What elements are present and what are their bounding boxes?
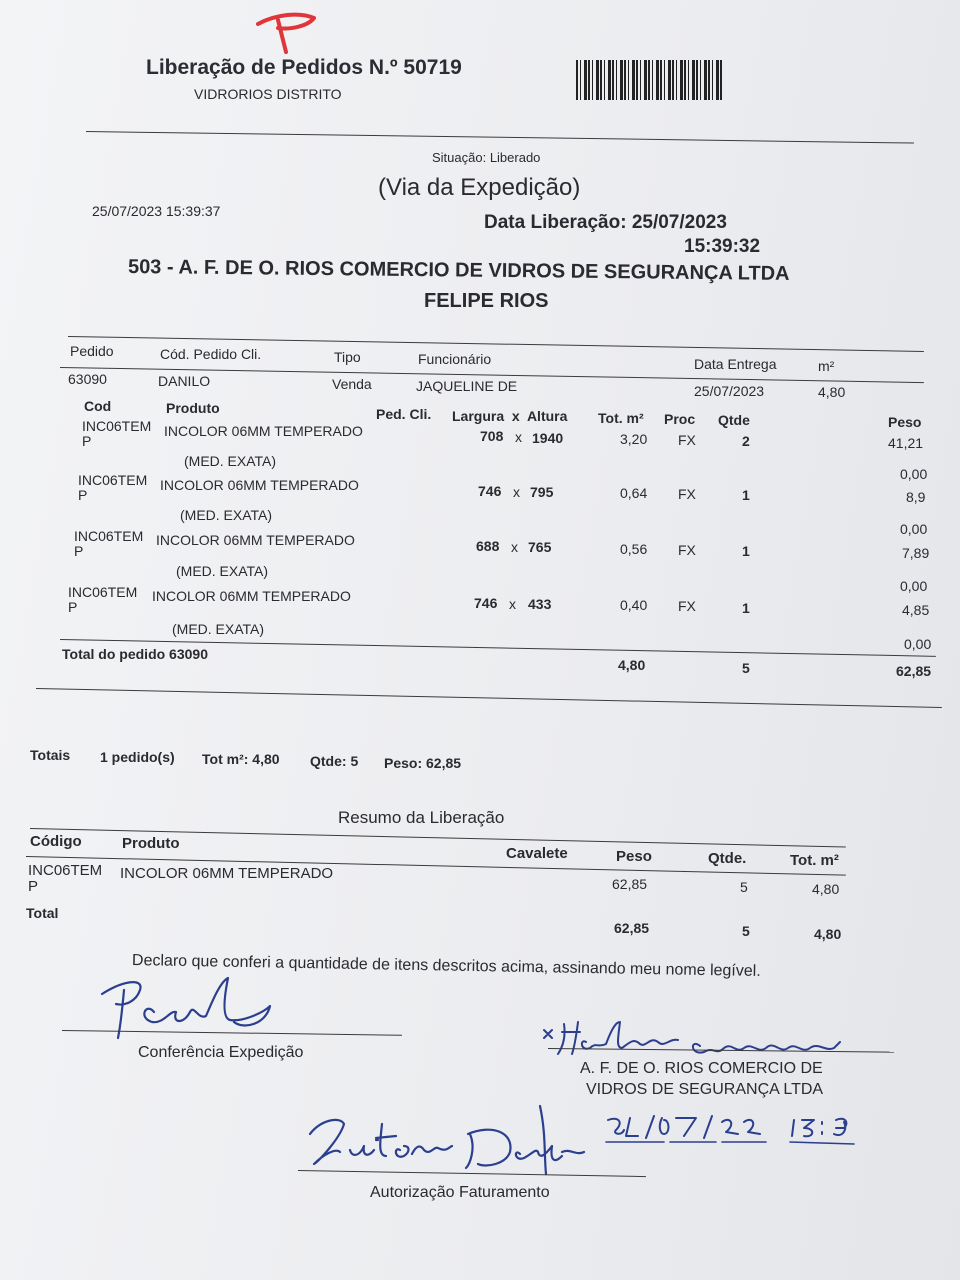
company-line-1: A. F. DE O. RIOS COMERCIO DE <box>580 1060 823 1077</box>
summary-peso: 62,85 <box>612 876 648 892</box>
col-data-entrega: Data Entrega <box>694 356 777 372</box>
col-cod-pedido: Cód. Pedido Cli. <box>160 346 262 362</box>
barcode <box>576 60 722 100</box>
item-proc: FX <box>678 486 696 502</box>
item-extra: 0,00 <box>900 466 928 482</box>
item-produto: INCOLOR 06MM TEMPERADO <box>160 477 359 493</box>
item-proc: FX <box>678 598 696 614</box>
item-med: (MED. EXATA) <box>172 621 265 637</box>
item-peso: 7,89 <box>902 545 930 561</box>
totals-m2: Tot m²: 4,80 <box>202 751 280 767</box>
red-p-mark <box>248 6 328 56</box>
summary-cod: INC06TEM <box>28 862 103 879</box>
handwritten-date <box>604 1112 860 1150</box>
item-tot-m2: 0,40 <box>620 597 648 613</box>
totals-orders: 1 pedido(s) <box>100 749 175 765</box>
item-tot-m2: 0,56 <box>620 541 648 557</box>
item-qtde: 1 <box>742 543 750 559</box>
item-cod: INC06TEM <box>82 418 152 434</box>
client-name: 503 - A. F. DE O. RIOS COMERCIO DE VIDROS DE SEGURANÇA LTDA <box>127 256 790 285</box>
item-qtde: 1 <box>742 487 750 503</box>
item-x: x <box>513 484 520 500</box>
summary-qtde: 5 <box>740 879 748 895</box>
company-name: VIDRORIOS DISTRITO <box>194 86 342 102</box>
totals-qtde: Qtde: 5 <box>310 753 359 769</box>
val-funcionario: JAQUELINE DE <box>416 378 518 394</box>
company-line-2: VIDROS DE SEGURANÇA LTDA <box>586 1081 824 1098</box>
item-x: x <box>509 596 516 612</box>
totals-peso: Peso: 62,85 <box>384 755 462 771</box>
item-cod: INC06TEM <box>68 584 138 600</box>
item-qtde: 1 <box>742 600 750 616</box>
val-m2: 4,80 <box>818 384 846 400</box>
status-text: Situação: Liberado <box>432 150 541 165</box>
item-altura: 433 <box>528 596 552 612</box>
items-col-cod: Cod <box>84 398 112 414</box>
item-extra: 0,00 <box>900 578 928 594</box>
signature-company <box>540 1008 860 1064</box>
item-cod-suffix: P <box>68 599 78 615</box>
order-total-m2: 4,80 <box>618 657 646 673</box>
val-cod-pedido: DANILO <box>158 373 211 389</box>
item-proc: FX <box>678 432 696 448</box>
item-peso: 8,9 <box>906 489 926 505</box>
item-largura: 688 <box>476 538 500 554</box>
item-altura: 795 <box>530 484 554 500</box>
item-produto: INCOLOR 06MM TEMPERADO <box>152 588 351 604</box>
item-extra: 0,00 <box>904 636 932 652</box>
release-date: Data Liberação: 25/07/2023 <box>484 212 727 233</box>
item-largura: 746 <box>478 483 502 499</box>
item-altura: 1940 <box>532 430 564 446</box>
summary-col-qtde: Qtde. <box>708 850 747 867</box>
item-proc: FX <box>678 542 696 558</box>
item-largura: 708 <box>480 428 504 444</box>
item-produto: INCOLOR 06MM TEMPERADO <box>156 532 355 548</box>
item-cod-suffix: P <box>82 433 92 449</box>
summary-produto: INCOLOR 06MM TEMPERADO <box>120 865 334 882</box>
item-produto: INCOLOR 06MM TEMPERADO <box>164 423 363 439</box>
summary-col-tot-m2: Tot. m² <box>790 852 839 869</box>
via-label: (Via da Expedição) <box>378 174 581 201</box>
item-x: x <box>515 429 522 445</box>
summary-cod-suffix: P <box>28 878 39 895</box>
contact-name: FELIPE RIOS <box>424 290 549 312</box>
items-col-peso: Peso <box>888 414 922 430</box>
order-total-qtde: 5 <box>742 660 750 676</box>
item-cod: INC06TEM <box>74 528 144 544</box>
item-x: x <box>511 539 518 555</box>
summary-m2: 4,80 <box>812 881 840 897</box>
summary-total-peso: 62,85 <box>614 920 650 936</box>
col-funcionario: Funcionário <box>418 351 492 367</box>
summary-total-label: Total <box>26 905 59 921</box>
item-cod-suffix: P <box>74 543 84 559</box>
val-data-entrega: 25/07/2023 <box>694 383 765 399</box>
item-peso: 4,85 <box>902 602 930 618</box>
summary-col-cavalete: Cavalete <box>506 845 568 862</box>
items-col-proc: Proc <box>664 411 696 427</box>
items-col-tot-m2: Tot. m² <box>598 410 644 426</box>
item-extra: 0,00 <box>900 521 928 537</box>
summary-title: Resumo da Liberação <box>338 808 505 827</box>
items-col-largura-altura: Largura x Altura <box>452 408 568 424</box>
val-tipo: Venda <box>332 376 372 392</box>
printed-timestamp: 25/07/2023 15:39:37 <box>92 203 221 219</box>
item-largura: 746 <box>474 595 498 611</box>
col-tipo: Tipo <box>334 349 361 365</box>
order-total-label: Total do pedido 63090 <box>62 646 208 662</box>
item-tot-m2: 3,20 <box>620 431 648 447</box>
summary-total-qtde: 5 <box>742 923 750 939</box>
summary-col-peso: Peso <box>616 848 652 865</box>
summary-col-produto: Produto <box>122 835 180 852</box>
items-col-produto: Produto <box>166 400 220 416</box>
item-tot-m2: 0,64 <box>620 485 648 501</box>
autorizacao-label: Autorização Faturamento <box>370 1184 550 1201</box>
item-peso: 41,21 <box>888 435 924 451</box>
item-cod: INC06TEM <box>78 472 148 488</box>
item-med: (MED. EXATA) <box>176 563 269 579</box>
items-col-ped-cli: Ped. Cli. <box>376 406 432 422</box>
item-med: (MED. EXATA) <box>180 507 273 523</box>
order-total-peso: 62,85 <box>896 663 932 679</box>
totals-label: Totais <box>30 747 71 763</box>
col-m2: m² <box>818 358 835 374</box>
item-altura: 765 <box>528 539 552 555</box>
item-qtde: 2 <box>742 433 750 449</box>
release-time: 15:39:32 <box>684 236 761 257</box>
val-pedido: 63090 <box>68 371 107 387</box>
summary-col-codigo: Código <box>30 833 82 850</box>
document-title: Liberação de Pedidos N.º 50719 <box>146 56 462 79</box>
col-pedido: Pedido <box>70 343 114 359</box>
item-cod-suffix: P <box>78 487 88 503</box>
declaration-text: Declaro que conferi a quantidade de itens descritos acima, assinando meu nome legível. <box>131 952 761 980</box>
summary-total-m2: 4,80 <box>814 926 842 942</box>
conferencia-label: Conferência Expedição <box>138 1044 304 1061</box>
item-med: (MED. EXATA) <box>184 453 277 469</box>
items-col-qtde: Qtde <box>718 412 750 428</box>
